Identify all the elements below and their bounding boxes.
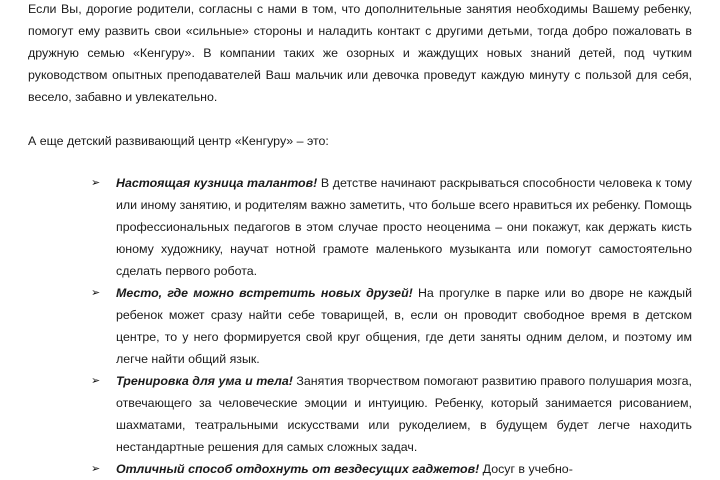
- list-item: [91, 172, 692, 282]
- list-item-title: Отличный способ отдохнуть от вездесущих гаджетов!: [116, 462, 480, 476]
- list-item-text: В детстве начинают раскрываться способности человека к тому или иному занятию, и родителям важно заметить, что больше всего нравиться их ребенку. Помощь профессиональных педагогов в этом случае просто неоценима – они покажут, как держать кисть юному художнику, научат нотной грамоте маленького музыканта или помогут самостоятельно сделать первого робота.: [116, 176, 692, 278]
- list-item: [91, 282, 692, 370]
- list-item-title: Место, где можно встретить новых друзей!: [116, 286, 413, 300]
- list-item-text: Занятия творчеством помогают развитию правого полушария мозга, отвечающего за человеческие эмоции и интуицию. Ребенку, который занимается рисованием, шахматами, театральными искусствами или рукоделием, в будущем будет легче находить нестандартные решения для самых сложных задач.: [116, 374, 692, 454]
- arrow-bullet-icon: ➢: [91, 463, 101, 475]
- lead-paragraph: А еще детский развивающий центр «Кенгуру» – это:: [28, 134, 329, 148]
- arrow-bullet-icon: ➢: [91, 375, 101, 387]
- arrow-bullet-icon: ➢: [91, 177, 101, 189]
- list-item: [91, 370, 692, 458]
- document-page: [28, 0, 692, 480]
- list-item-text: На прогулке в парке или во дворе не каждый ребенок может сразу найти себе товарищей, в, если он проводит свободное время в детском центре, то у него формируется свой круг общения, где дети заняты одним делом, и поэтому им легче найти общий язык.: [116, 286, 692, 366]
- list-item-text: Досуг в учебно-: [479, 462, 573, 476]
- list-item: [91, 458, 692, 480]
- benefits-list: [28, 172, 692, 480]
- arrow-bullet-icon: ➢: [91, 287, 101, 299]
- intro-paragraph: Если Вы, дорогие родители, согласны с нами в том, что дополнительные занятия необходимы Вашему ребенку, помогут ему развить свои «сильные» стороны и наладить контакт с другими детьми, тогда добро пожаловать в дружную семью «Кенгуру». В компании таких же озорных и жаждущих новых знаний детей, под чутким руководством опытных преподавателей Ваш мальчик или девочка проведут каждую минуту с пользой для себя, весело, забавно и увлекательно.: [28, 2, 692, 104]
- list-item-title: Настоящая кузница талантов!: [116, 176, 318, 190]
- list-item-title: Тренировка для ума и тела!: [116, 374, 293, 388]
